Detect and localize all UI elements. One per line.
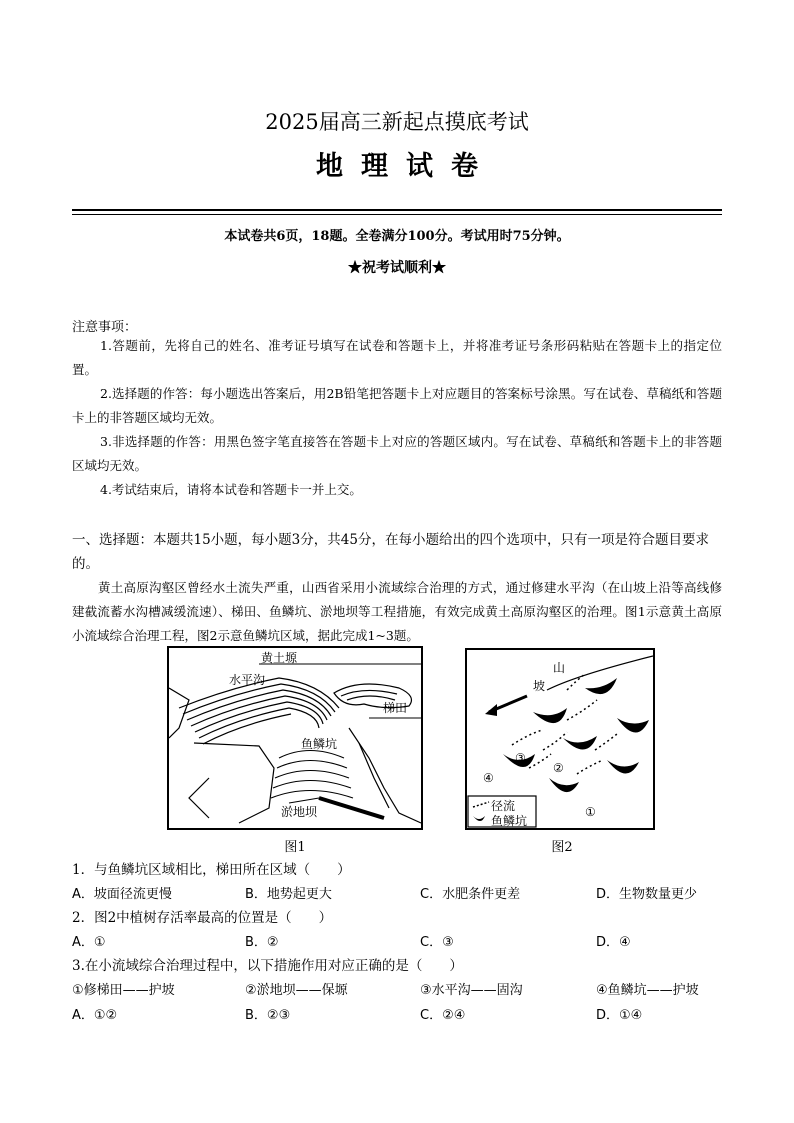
- q3-option-d[interactable]: D．①④: [596, 1008, 643, 1023]
- question-passage: 黄土高原沟壑区曾经水土流失严重，山西省采用小流域综合治理的方式，通过修建水平沟（在山坡上沿等高线修建截流蓄水沟槽减缓流速）、梯田、鱼鳞坑、淤地坝等工程措施，有效完成黄土高原沟壑区的治理。图1示意黄土高原小流域综合治理工程，图2示意鱼鳞坑区域，据此完成1~3题。: [72, 580, 722, 643]
- subject-title: 地理试卷: [316, 151, 496, 182]
- fig2-label-slope: 坡: [533, 679, 546, 693]
- question-1-stem: 1．与鱼鳞坑区域相比，梯田所在区域（ ）: [72, 862, 351, 878]
- fig1-label-plateau: 黄土塬: [261, 651, 298, 665]
- q3-option-c[interactable]: C．②④: [420, 1008, 466, 1023]
- note-item: 4.考试结束后，请将本试卷和答题卡一并上交。: [100, 482, 362, 497]
- q2-option-c[interactable]: C．③: [420, 935, 454, 950]
- question-3-stem: 3.在小流域综合治理过程中，以下措施作用对应正确的是（ ）: [72, 958, 463, 974]
- notes-title: 注意事项：: [72, 320, 138, 335]
- q1-option-b[interactable]: B．地势起更大: [245, 887, 332, 902]
- note-item: 1.答题前，先将自己的姓名、准考证号填写在试卷和答题卡上，并将准考证号条形码粘贴在答题卡上的指定位置。: [72, 338, 722, 377]
- fig2-legend-runoff: 径流: [491, 799, 516, 813]
- fig2-legend-pit: 鱼鳞坑: [491, 814, 528, 828]
- q3-option-a[interactable]: A．①②: [72, 1008, 118, 1023]
- q3-option-b[interactable]: B．②③: [245, 1008, 291, 1023]
- q1-option-c[interactable]: C．水肥条件更差: [420, 887, 521, 902]
- q2-option-b[interactable]: B．②: [245, 935, 279, 950]
- fig2-label-p4: ④: [483, 771, 494, 785]
- fig1-label-ditch: 水平沟: [229, 673, 266, 687]
- fish-scale-pits: [271, 751, 353, 799]
- note-item: 3.非选择题的作答：用黑色签字笔直接答在答题卡上对应的答题区域内。写在试卷、草稿纸和答题卡上的非答题区域均无效。: [72, 434, 722, 473]
- fig1-label-pit: 鱼鳞坑: [301, 737, 338, 751]
- fig1-label-terrace: 梯田: [383, 701, 408, 715]
- divider-thin: [72, 214, 722, 215]
- slope-arrow-icon: [485, 704, 497, 716]
- figure1-caption: 图1: [284, 840, 306, 855]
- figure2-diagram: [465, 648, 655, 830]
- fig2-label-p2: ②: [553, 761, 564, 775]
- note-item: 2.选择题的作答：每小题选出答案后，用2B铅笔把答题卡上对应题目的答案标号涂黑。写在试卷、草稿纸和答题卡上的非答题区域均无效。: [72, 386, 722, 425]
- divider-thick: [72, 209, 722, 211]
- figure2-caption: 图2: [551, 840, 573, 855]
- q3-item-2: ②淤地坝——保塬: [245, 983, 348, 998]
- q2-option-d[interactable]: D．④: [596, 935, 631, 950]
- terrace-lines: [169, 678, 339, 744]
- question-2-stem: 2．图2中植树存活率最高的位置是（ ）: [72, 910, 333, 926]
- q3-item-1: ①修梯田——护坡: [72, 983, 175, 998]
- section-heading: 一、选择题：本题共15小题，每小题3分，共45分，在每小题给出的四个选项中，只有一项是符合题目要求的。: [72, 532, 709, 572]
- q1-option-d[interactable]: D．生物数量更少: [596, 887, 698, 902]
- fig2-label-p3: ③: [515, 751, 526, 765]
- fig1-label-dam: 淤地坝: [281, 805, 318, 819]
- fig2-label-mountain: 山: [553, 661, 566, 675]
- figure1-diagram: [167, 646, 423, 830]
- fish-scale-pit-icons: [503, 678, 649, 792]
- exam-intro: 本试卷共6页，18题。全卷满分100分。考试用时75分钟。: [224, 229, 570, 244]
- q3-item-3: ③水平沟——固沟: [420, 983, 523, 998]
- q1-option-a[interactable]: A．坡面径流更慢: [72, 887, 172, 902]
- exam-title: 2025届高三新起点摸底考试: [265, 110, 529, 134]
- q2-option-a[interactable]: A．①: [72, 935, 106, 950]
- q3-item-4: ④鱼鳞坑——护坡: [596, 983, 699, 998]
- fig2-label-p1: ①: [585, 805, 596, 819]
- good-luck-text: ★祝考试顺利★: [348, 260, 446, 276]
